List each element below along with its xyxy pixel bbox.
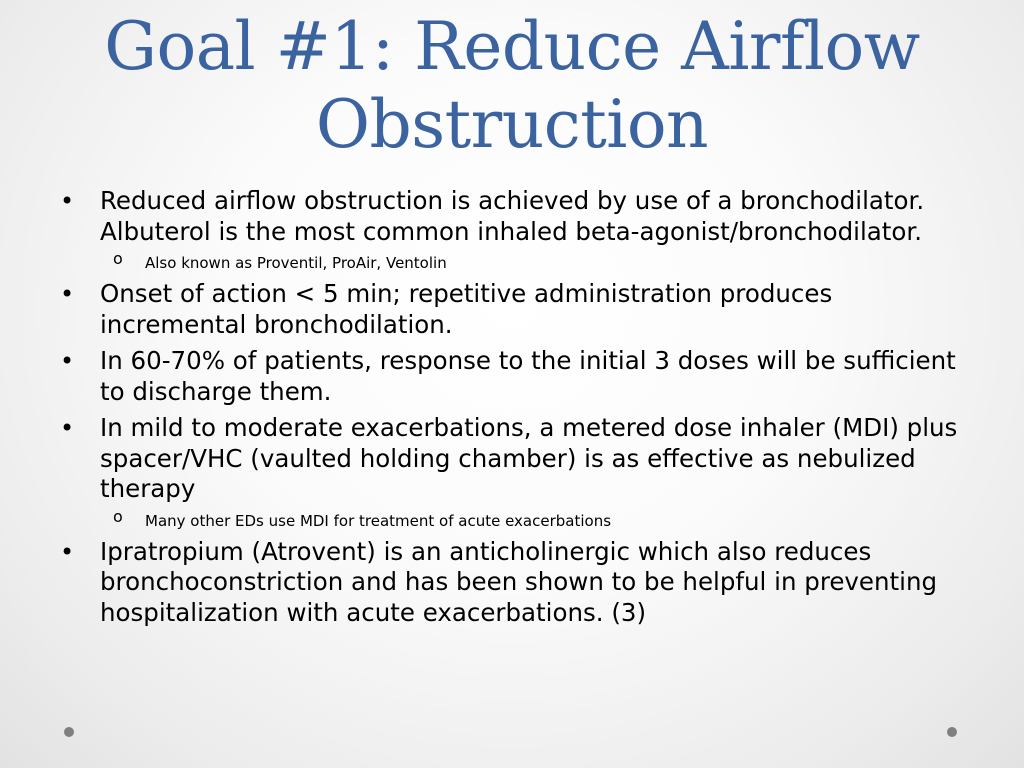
bullet-item — [60, 413, 960, 505]
bullet-marker: • — [60, 347, 75, 375]
bullet-marker: • — [60, 187, 75, 215]
bullet-text: In 60-70% of patients, response to the initial 3 doses will be sufficient to discharge them. — [100, 346, 956, 406]
bullet-item — [60, 346, 960, 407]
bullet-marker: • — [60, 280, 75, 308]
sub-bullet-marker: o — [113, 506, 123, 526]
slide-title — [40, 8, 984, 164]
bullet-marker: • — [60, 537, 75, 566]
corner-dot-right — [947, 727, 957, 737]
bullet-item — [60, 186, 960, 247]
bullet-marker: • — [60, 414, 75, 442]
bullet-text: In mild to moderate exacerbations, a metered dose inhaler (MDI) plus spacer/VHC (vaulted holding chamber) is as effective as nebulized therapy — [100, 413, 958, 503]
sub-bullet-marker: o — [113, 249, 123, 268]
bullet-text: Ipratropium (Atrovent) is an anticholinergic which also reduces bronchoconstriction and has been shown to be helpful in preventing hospitalization with acute exacerbations. (3) — [100, 536, 938, 627]
title-line-2: Obstruction — [315, 86, 709, 163]
sub-bullet-text: Also known as Proventil, ProAir, Ventolin — [145, 254, 447, 272]
sub-bullet-item — [60, 506, 960, 531]
bullet-list — [60, 186, 960, 634]
bullet-item — [60, 279, 960, 340]
bullet-item — [60, 537, 960, 629]
bullet-text: Reduced airflow obstruction is achieved by use of a bronchodilator. Albuterol is the most common inhaled beta-agonist/bronchodilator. — [100, 186, 925, 246]
sub-bullet-text: Many other EDs use MDI for treatment of acute exacerbations — [145, 511, 612, 530]
sub-bullet-item — [60, 249, 960, 273]
title-line-1: Goal #1: Reduce Airflow — [104, 8, 920, 85]
corner-dot-left — [64, 727, 74, 737]
bullet-text: Onset of action < 5 min; repetitive administration produces incremental bronchodilation. — [100, 279, 833, 339]
